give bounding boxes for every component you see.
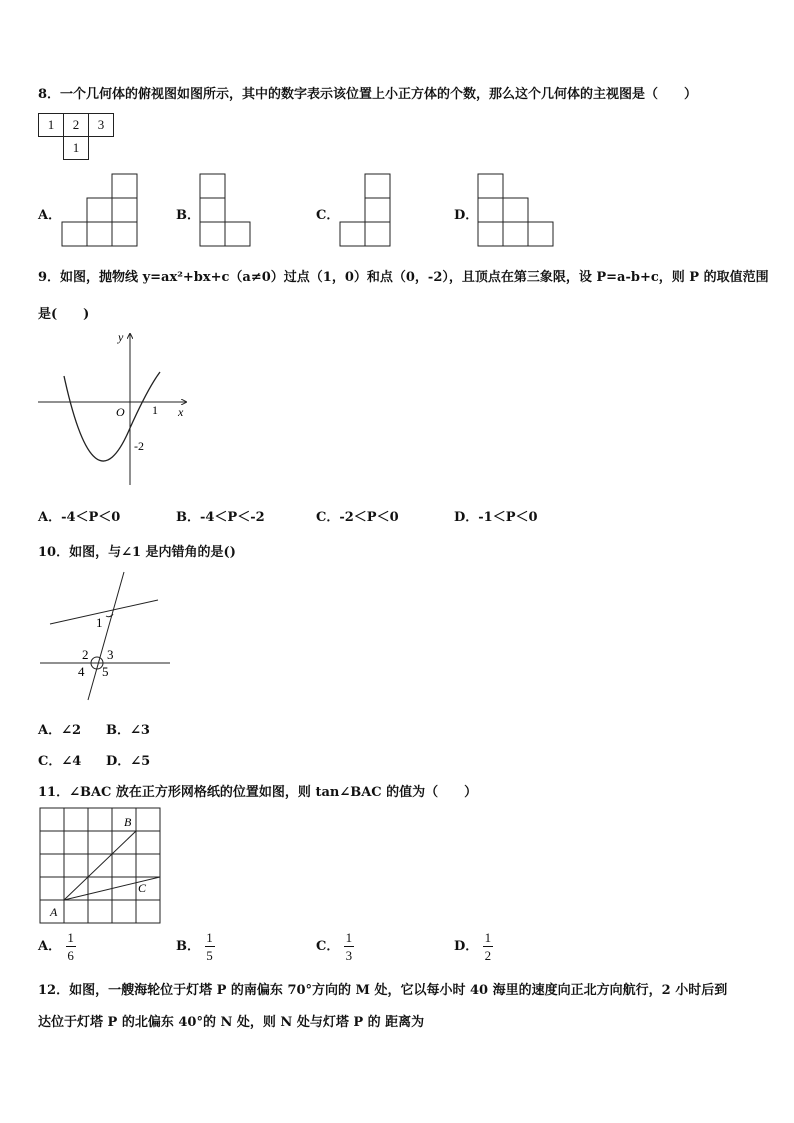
upper-line xyxy=(50,600,158,624)
fraction-bar xyxy=(205,946,215,947)
fraction-bar xyxy=(344,946,354,947)
q8-text: 8．一个几何体的俯视图如图所示，其中的数字表示该位置上小正方体的个数，那么这个几何体的主视图是（ ） xyxy=(38,87,698,102)
q9-option-b[interactable]: B．-4＜P＜-2 xyxy=(176,510,265,525)
x-intercept-label: 1 xyxy=(152,403,158,417)
q10-option-c[interactable]: C．∠4 xyxy=(38,754,82,769)
numerator: 1 xyxy=(484,930,492,945)
q11-option-b-fraction xyxy=(205,930,215,963)
q8-option-a-figure xyxy=(60,170,140,248)
top-view-cell: 1 xyxy=(39,114,64,137)
denominator: 2 xyxy=(484,948,492,963)
q10-option-b[interactable]: B．∠3 xyxy=(106,723,150,738)
denominator: 6 xyxy=(67,948,74,963)
top-view-cell: 1 xyxy=(64,137,89,160)
q10-text: 10．如图，与∠1 是内错角的是() xyxy=(38,545,236,560)
q9-option-d[interactable]: D．-1＜P＜0 xyxy=(454,510,538,525)
q11-option-d-fraction xyxy=(483,930,493,963)
q11-option-a-label: A． xyxy=(38,939,62,954)
origin-label: O xyxy=(116,405,125,419)
q11-option-c[interactable] xyxy=(316,930,354,963)
point-c-label: C xyxy=(138,881,147,895)
q11-option-a[interactable] xyxy=(38,930,76,963)
angle-4-label: 4 xyxy=(78,664,85,679)
y-axis-label: y xyxy=(118,330,124,344)
q9-parabola-graph xyxy=(36,328,196,490)
q12-text-line2: 达位于灯塔 P 的北偏东 40°的 N 处，则 N 处与灯塔 P 的 距离为 xyxy=(38,1015,425,1030)
q11-option-d-label: D． xyxy=(454,939,479,954)
q9-option-a[interactable]: A．-4＜P＜0 xyxy=(38,510,121,525)
top-view-empty xyxy=(89,137,114,160)
q11-grid-figure xyxy=(38,806,162,926)
q8-top-view xyxy=(38,113,114,160)
q10-option-d[interactable]: D．∠5 xyxy=(106,754,151,769)
top-view-empty xyxy=(39,137,64,160)
q11-option-b-label: B． xyxy=(176,939,200,954)
q8-option-d-figure xyxy=(476,170,556,248)
q8-option-a[interactable]: A． xyxy=(38,208,62,223)
top-view-cell: 2 xyxy=(64,114,89,137)
transversal-line xyxy=(88,572,124,700)
point-a-label: A xyxy=(50,905,58,919)
q8-option-b[interactable]: B． xyxy=(176,208,200,223)
numerator: 1 xyxy=(67,930,74,945)
fraction-bar xyxy=(66,946,76,947)
q8-option-b-figure xyxy=(198,170,254,248)
angle-3-label: 3 xyxy=(107,647,114,662)
q11-option-c-fraction xyxy=(344,930,354,963)
x-axis-label: x xyxy=(178,405,184,419)
q10-option-a[interactable]: A．∠2 xyxy=(38,723,82,738)
denominator: 5 xyxy=(206,948,213,963)
q9-text-line2: 是( ) xyxy=(38,307,90,322)
numerator: 1 xyxy=(345,930,353,945)
q9-text-line1: 9．如图，抛物线 y=ax²+bx+c（a≠0）过点（1，0）和点（0，-2），且顶点在第三象限，设 P=a-b+c，则 P 的取值范围 xyxy=(38,270,769,285)
top-view-cell: 3 xyxy=(89,114,114,137)
numerator: 1 xyxy=(206,930,213,945)
angle-2-label: 2 xyxy=(82,647,89,662)
q11-option-d[interactable] xyxy=(454,930,493,963)
q11-option-a-fraction xyxy=(66,930,76,963)
q11-option-c-label: C． xyxy=(316,939,340,954)
q8-option-d[interactable]: D． xyxy=(454,208,479,223)
fraction-bar xyxy=(483,946,493,947)
q11-option-b[interactable] xyxy=(176,930,215,963)
q12-text-line1: 12．如图，一艘海轮位于灯塔 P 的南偏东 70°方向的 M 处，它以每小时 40 海里的速度向正北方向航行，2 小时后到 xyxy=(38,983,728,998)
point-b-label: B xyxy=(124,815,132,829)
q9-option-c[interactable]: C．-2＜P＜0 xyxy=(316,510,399,525)
ray-ab xyxy=(64,831,136,900)
denominator: 3 xyxy=(345,948,353,963)
q11-text: 11．∠BAC 放在正方形网格纸的位置如图，则 tan∠BAC 的值为（ ） xyxy=(38,785,478,800)
y-intercept-label: -2 xyxy=(134,439,144,453)
q8-option-c[interactable]: C． xyxy=(316,208,340,223)
q10-angles-figure xyxy=(36,568,172,704)
parabola-curve xyxy=(64,372,160,461)
angle-1-label: 1 xyxy=(96,615,103,630)
angle-5-label: 5 xyxy=(102,664,109,679)
q8-option-c-figure xyxy=(338,170,394,248)
